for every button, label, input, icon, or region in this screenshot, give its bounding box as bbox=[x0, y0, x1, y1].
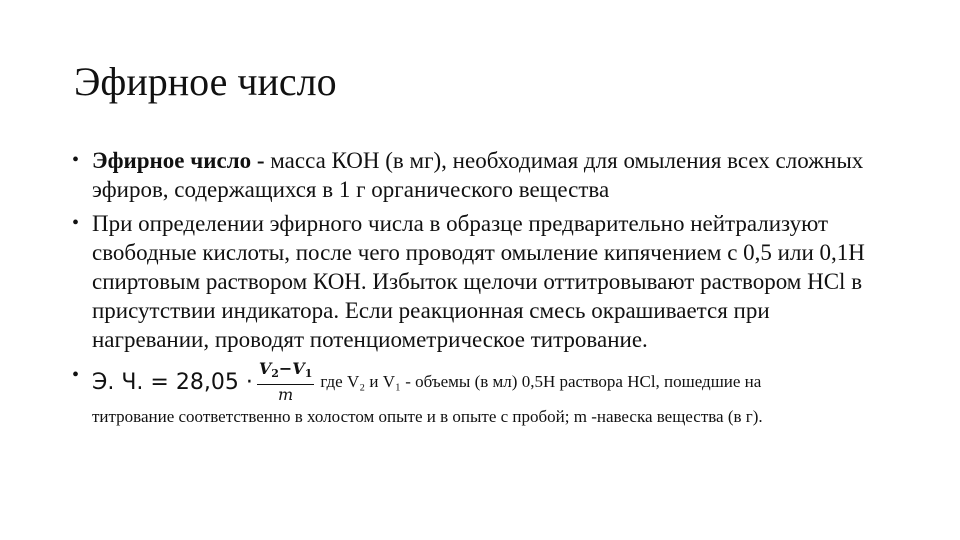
formula-lhs: Э. Ч. = 28,05 · bbox=[92, 369, 253, 395]
bullet-dot-icon: • bbox=[72, 212, 80, 234]
bullet-procedure bbox=[72, 209, 872, 354]
formula-fraction bbox=[257, 360, 315, 404]
numerator-v2-sub: 2 bbox=[271, 367, 279, 380]
formula-denominator: m bbox=[278, 385, 294, 404]
numerator-v2: V bbox=[258, 359, 272, 378]
bullet-dot-icon: • bbox=[72, 149, 80, 171]
bullet-dot-icon: • bbox=[72, 364, 80, 386]
bullet-formula bbox=[72, 360, 872, 428]
formula-numerator bbox=[257, 360, 315, 385]
slide-title: Эфирное число bbox=[74, 59, 337, 104]
procedure-text: При определении эфирного числа в образце предварительно нейтрализуют свободные кислоты, после чего проводят омыление кипячением с 0,5 или 0,1Н спиртовым раствором КОН. Избыток щелочи оттитровывают раствором HCl в присутствии индикатора. Если реакционная смесь окрашивается при нагревании, проводят потенциометрическое титрование. bbox=[92, 211, 865, 352]
numerator-minus: − bbox=[278, 359, 293, 378]
definition-text: масса КОН (в мг), необходимая для омыления всех сложных эфиров, содержащихся в 1 г органического вещества bbox=[92, 148, 864, 202]
definition-term: Эфирное число - bbox=[92, 148, 265, 173]
bullet-list bbox=[72, 146, 872, 428]
formula-note-line1: где V₂ и V₁ - объемы (в мл) 0,5Н раствора HCl, пошедшие на bbox=[320, 372, 762, 391]
numerator-v1: V bbox=[292, 359, 305, 378]
formula-note-line2: титрование соответственно в холостом опыте и в опыте с пробой; m -навеска вещества (в г). bbox=[92, 407, 763, 426]
bullet-definition bbox=[72, 146, 872, 204]
numerator-v1-sub: 1 bbox=[304, 367, 313, 380]
